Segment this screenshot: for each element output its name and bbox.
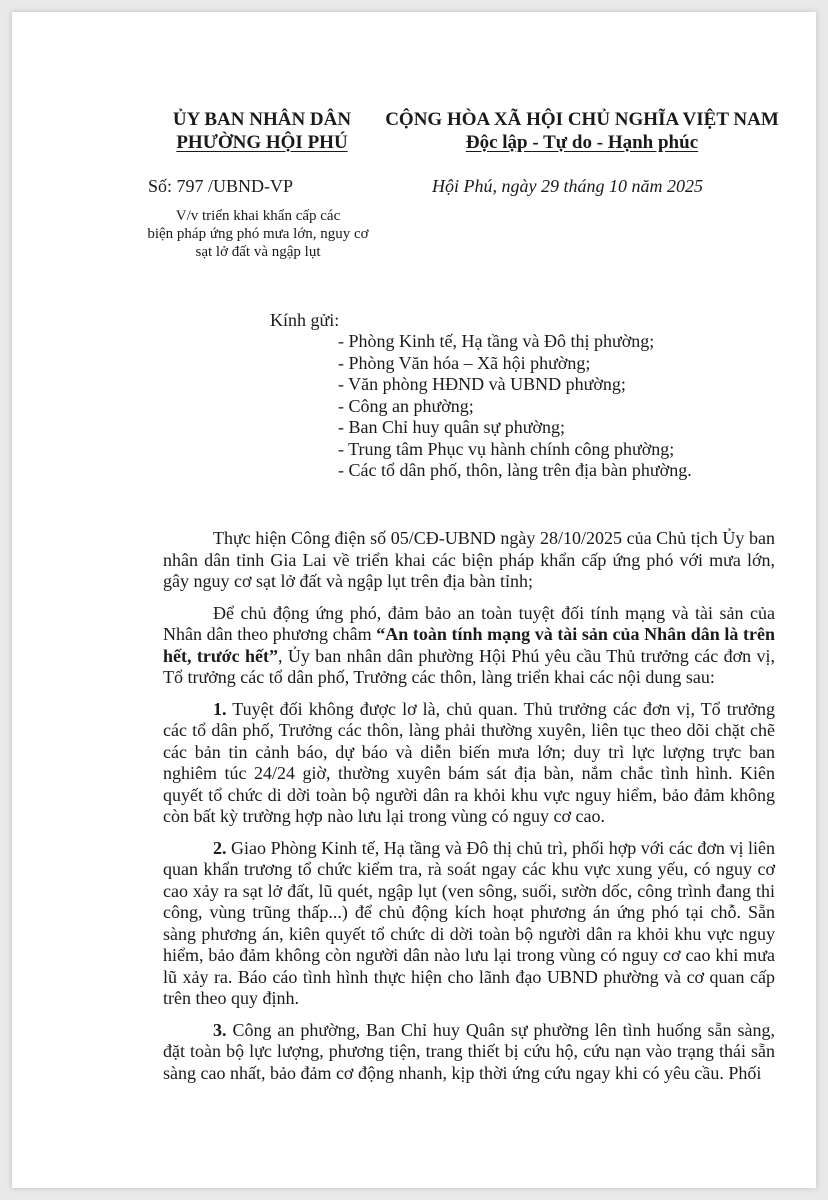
directive-motto: “An toàn tính mạng và tài sản của Nhân dân là trên hết, trước hết”: [163, 624, 775, 666]
recipients-list: [338, 331, 692, 482]
recipients-title: Kính gửi:: [270, 310, 340, 330]
document-body: [163, 528, 775, 1093]
document-number: Số: 797 /UBND-VP: [148, 176, 294, 196]
item-2-text: Giao Phòng Kinh tế, Hạ tầng và Đô thị chủ trì, phối hợp với các đơn vị liên quan khẩn trương tổ chức kiểm tra, rà soát ngay các khu vực xung yếu, có nguy cơ cao xảy ra sạt lở đất, lũ quét, ngập lụt (ven sông, suối, sườn dốc, công trình đang thi công, vùng trũng thấp...) để chủ động kích hoạt phương án ứng phó tại chỗ. Sẵn sàng phương án, kiên quyết tổ chức di dời toàn bộ người dân ra khỏi khu vực nguy hiểm, bảo đảm không còn người dân nào lưu lại trong vùng có nguy cơ cao khi mưa lũ xảy ra. Báo cáo tình hình thực hiện cho lãnh đạo UBND phường và cơ quan cấp trên theo quy định.: [163, 837, 775, 1008]
directive-paragraph: [163, 603, 775, 689]
subject-line: sạt lở đất và ngập lụt: [195, 244, 321, 260]
item-2-number: 2.: [213, 837, 227, 858]
issuing-agency: [132, 108, 392, 154]
subject-line: biện pháp ứng phó mưa lớn, nguy cơ: [147, 226, 369, 242]
item-2-paragraph: [163, 838, 775, 1010]
recipient-item: - Phòng Văn hóa – Xã hội phường;: [338, 352, 591, 373]
item-3-text: Công an phường, Ban Chỉ huy Quân sự phường lên tình huống sẵn sàng, đặt toàn bộ lực lượng, phương tiện, trang thiết bị cứu hộ, cứu nạn vào trạng thái sẵn sàng cao nhất, bảo đảm cơ động nhanh, kịp thời ứng cứu ngay khi có yêu cầu. Phối: [163, 1019, 775, 1083]
national-motto: Độc lập - Tự do - Hạnh phúc: [465, 132, 699, 153]
item-1-paragraph: [163, 699, 775, 828]
place-and-date: Hội Phú, ngày 29 tháng 10 năm 2025: [432, 176, 703, 196]
directive-text-before: Để chủ động ứng phó, đảm bảo an toàn tuyệt đối tính mạng và tài sản của Nhân dân theo phương châm: [163, 602, 775, 644]
recipient-item: - Công an phường;: [338, 395, 474, 416]
nation-title: CỘNG HÒA XÃ HỘI CHỦ NGHĨA VIỆT NAM: [385, 109, 779, 130]
recipient-item: - Các tổ dân phố, thôn, làng trên địa bàn phường.: [338, 460, 692, 480]
item-3-number: 3.: [213, 1019, 227, 1040]
recipient-item: - Ban Chỉ huy quân sự phường;: [338, 417, 566, 437]
recipient-item: - Trung tâm Phục vụ hành chính công phường;: [338, 438, 675, 459]
preamble-paragraph: Thực hiện Công điện số 05/CĐ-UBND ngày 28/10/2025 của Chủ tịch Ủy ban nhân dân tỉnh Gia Lai về triển khai các biện pháp khẩn cấp ứng phó với mưa lớn, gây nguy cơ sạt lở đất và ngập lụt trên địa bàn tỉnh;: [163, 528, 775, 591]
recipient-item: - Phòng Kinh tế, Hạ tầng và Đô thị phường;: [338, 331, 655, 351]
document-subject: [122, 207, 394, 261]
agency-line-1: ỦY BAN NHÂN DÂN: [172, 109, 352, 130]
agency-line-2: PHƯỜNG HỘI PHÚ: [176, 132, 348, 153]
recipient-item: - Văn phòng HĐND và UBND phường;: [338, 374, 626, 394]
document-page: [12, 12, 816, 1188]
subject-line: V/v triển khai khẩn cấp các: [175, 208, 341, 224]
directive-text-after: , Ủy ban nhân dân phường Hội Phú yêu cầu Thủ trưởng các đơn vị, Tổ trưởng các tổ dân phố, Trưởng các thôn, làng triển khai các nội dung sau:: [163, 645, 775, 687]
item-1-number: 1.: [213, 698, 227, 719]
national-header: [382, 108, 782, 154]
item-1-text: Tuyệt đối không được lơ là, chủ quan. Thủ trưởng các đơn vị, Tổ trưởng các tổ dân phố, Trưởng các thôn, làng phải thường xuyên, liên tục theo dõi chặt chẽ các bản tin cảnh báo, dự báo và diễn biến mưa lớn; duy trì lực lượng trực ban nghiêm túc 24/24 giờ, thường xuyên bám sát địa bàn, nắm chắc tình hình. Kiên quyết tổ chức di dời toàn bộ người dân ra khỏi khu vực nguy hiểm, bảo đảm không còn bất kỳ trường hợp nào lưu lại trong vùng có nguy cơ cao.: [163, 698, 775, 826]
item-3-paragraph: [163, 1020, 775, 1085]
